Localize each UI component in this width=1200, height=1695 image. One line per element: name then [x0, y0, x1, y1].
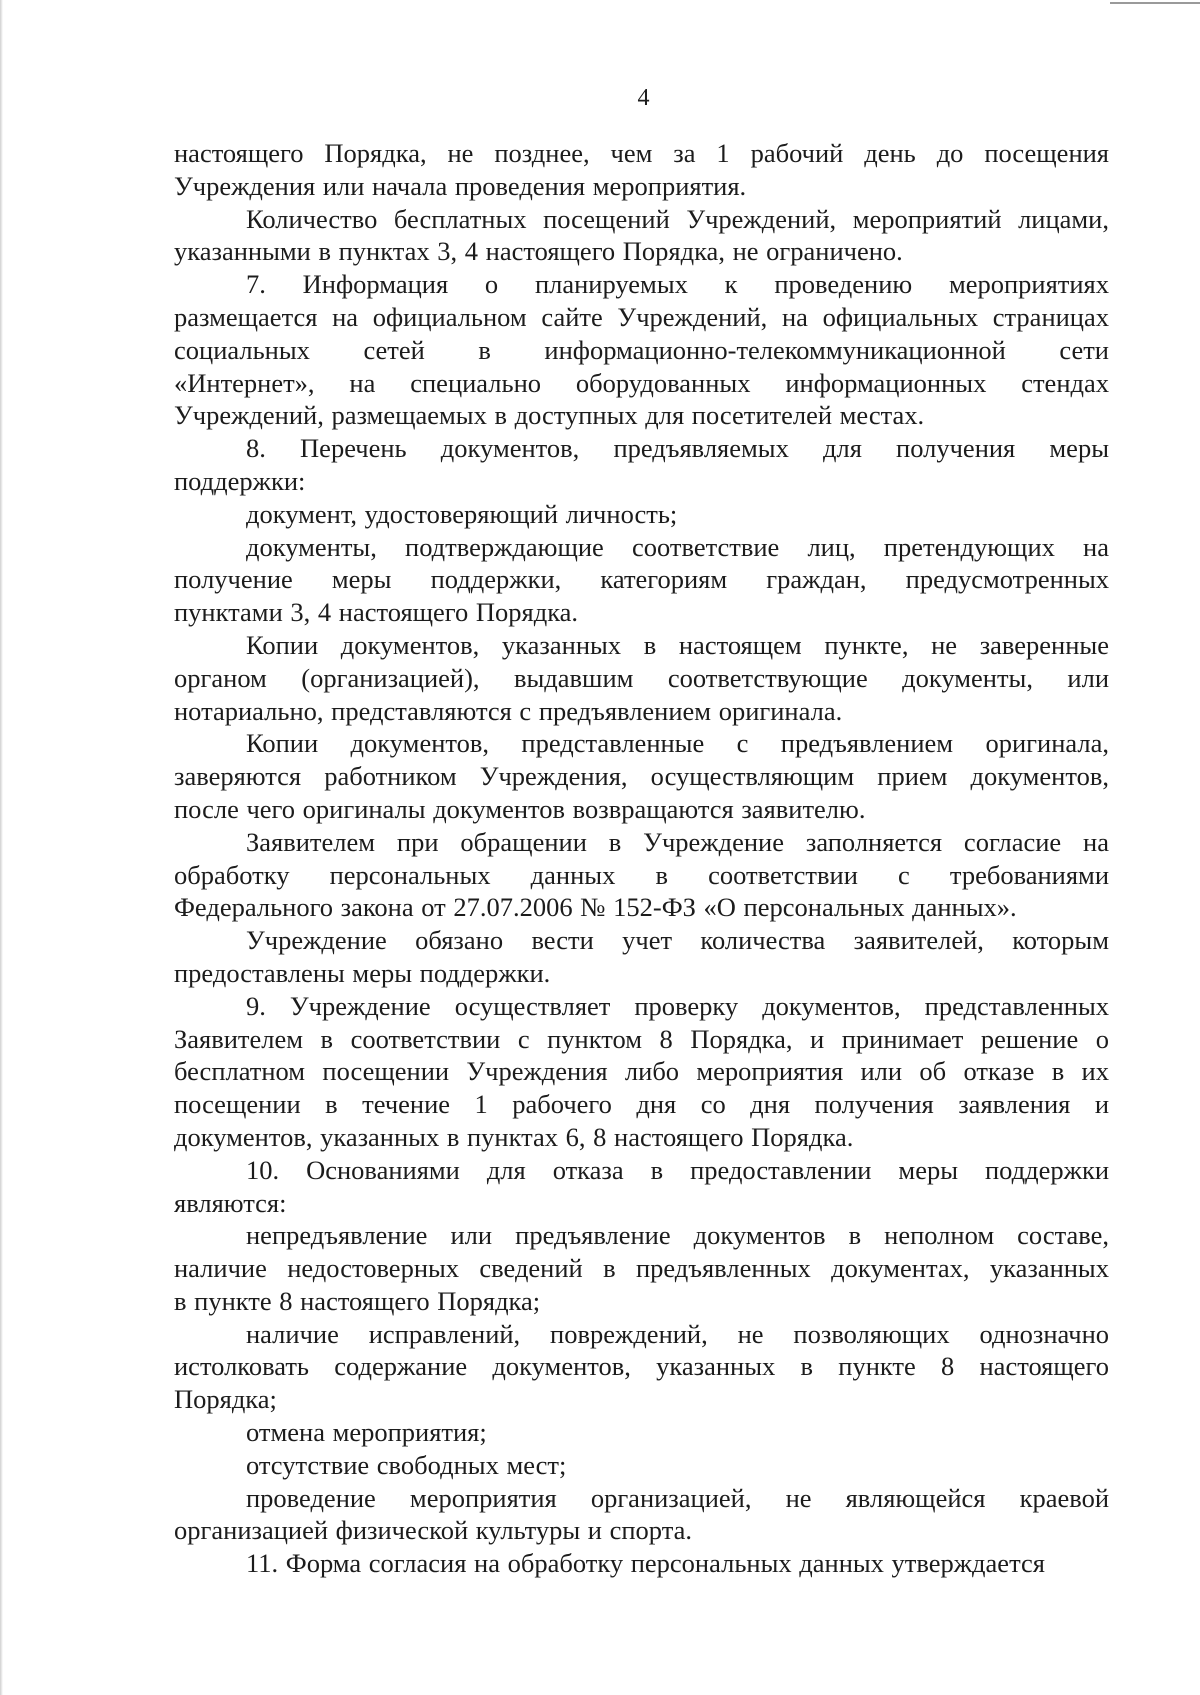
paragraph-p6	[174, 531, 1109, 629]
document-body	[174, 137, 1109, 1580]
paragraph-line: 8. Перечень документов, предъявляемых для получения меры	[246, 433, 1109, 464]
paragraph-line: наличие недостоверных сведений в предъявленных документах, указанных	[174, 1253, 1109, 1284]
paragraph-line: «Интернет», на специально оборудованных информационных стендах	[174, 367, 1109, 398]
paragraph-line: непредъявление или предъявление документов в неполном составе,	[246, 1220, 1109, 1251]
paragraph-p8	[174, 727, 1109, 825]
paragraph-p4	[174, 432, 1109, 498]
paragraph-line: предоставлены меры поддержки.	[174, 957, 551, 988]
paragraph-line: отмена мероприятия;	[246, 1417, 487, 1448]
paragraph-line: поддержки:	[174, 465, 306, 496]
paragraph-p7	[174, 629, 1109, 727]
paragraph-line: социальных сетей в информационно-телекоммуникационной сети	[174, 334, 1109, 365]
paragraph-p1	[174, 137, 1109, 203]
paragraph-p17	[174, 1482, 1109, 1548]
paragraph-line: обработку персональных данных в соответствии с требованиями	[174, 859, 1109, 890]
paragraph-line: пунктами 3, 4 настоящего Порядка.	[174, 597, 579, 628]
paragraph-p10	[174, 924, 1109, 990]
paragraph-line: органом (организацией), выдавшим соответствующие документы, или	[174, 662, 1109, 693]
paragraph-p16	[174, 1449, 1109, 1482]
paragraph-line: нотариально, представляются с предъявлением оригинала.	[174, 695, 843, 726]
paragraph-line: Заявителем при обращении в Учреждение заполняется согласие на	[246, 826, 1109, 857]
paragraph-line: 10. Основаниями для отказа в предоставлении меры поддержки	[246, 1154, 1109, 1185]
paragraph-line: организацией физической культуры и спорта.	[174, 1515, 692, 1546]
paragraph-line: проведение мероприятия организацией, не являющейся краевой	[246, 1482, 1109, 1513]
paragraph-line: Копии документов, представленные с предъявлением оригинала,	[246, 728, 1109, 759]
paragraph-line: Федерального закона от 27.07.2006 № 152-ФЗ «О персональных данных».	[174, 892, 1017, 923]
paragraph-line: истолковать содержание документов, указанных в пункте 8 настоящего	[174, 1351, 1109, 1382]
paragraph-line: наличие исправлений, повреждений, не позволяющих однозначно	[246, 1318, 1109, 1349]
scan-left-edge	[0, 0, 3, 1695]
paragraph-p3	[174, 268, 1109, 432]
paragraph-line: являются:	[174, 1187, 287, 1218]
page-number: 4	[637, 85, 650, 111]
paragraph-p5	[174, 498, 1109, 531]
paragraph-p18	[174, 1547, 1109, 1580]
paragraph-p14	[174, 1318, 1109, 1416]
paragraph-line: 9. Учреждение осуществляет проверку документов, представленных	[246, 990, 1109, 1021]
paragraph-line: отсутствие свободных мест;	[246, 1449, 567, 1480]
paragraph-line: документ, удостоверяющий личность;	[246, 498, 678, 529]
paragraph-line: документов, указанных в пунктах 6, 8 настоящего Порядка.	[174, 1121, 854, 1152]
scan-top-mark	[1110, 2, 1200, 4]
paragraph-line: Порядка;	[174, 1384, 277, 1415]
paragraph-line: Заявителем в соответствии с пунктом 8 Порядка, и принимает решение о	[174, 1023, 1109, 1054]
paragraph-p9	[174, 826, 1109, 924]
paragraph-line: Учреждений, размещаемых в доступных для посетителей местах.	[174, 400, 925, 431]
paragraph-line: бесплатном посещении Учреждения либо мероприятия или об отказе в их	[174, 1056, 1109, 1087]
paragraph-line: 11. Форма согласия на обработку персональных данных утверждается	[246, 1548, 1045, 1579]
paragraph-line: указанными в пунктах 3, 4 настоящего Порядка, не ограничено.	[174, 236, 903, 267]
paragraph-line: посещении в течение 1 рабочего дня со дня получения заявления и	[174, 1089, 1109, 1120]
paragraph-line: настоящего Порядка, не позднее, чем за 1 рабочий день до посещения	[174, 138, 1109, 168]
paragraph-p11	[174, 990, 1109, 1154]
paragraph-p13	[174, 1219, 1109, 1317]
paragraph-line: документы, подтверждающие соответствие лиц, претендующих на	[246, 531, 1109, 562]
paragraph-p2	[174, 203, 1109, 269]
paragraph-p15	[174, 1416, 1109, 1449]
paragraph-line: 7. Информация о планируемых к проведению мероприятиях	[246, 269, 1109, 300]
paragraph-line: Количество бесплатных посещений Учреждений, мероприятий лицами,	[246, 203, 1109, 234]
paragraph-p12	[174, 1154, 1109, 1220]
paragraph-line: в пункте 8 настоящего Порядка;	[174, 1285, 541, 1316]
paragraph-line: Копии документов, указанных в настоящем пункте, не заверенные	[246, 629, 1109, 660]
paragraph-line: Учреждения или начала проведения мероприятия.	[174, 170, 747, 201]
paragraph-line: размещается на официальном сайте Учреждений, на официальных страницах	[174, 301, 1109, 332]
paragraph-line: заверяются работником Учреждения, осуществляющим прием документов,	[174, 761, 1109, 792]
paragraph-line: Учреждение обязано вести учет количества заявителей, которым	[246, 925, 1109, 956]
paragraph-line: после чего оригиналы документов возвращаются заявителю.	[174, 793, 866, 824]
paragraph-line: получение меры поддержки, категориям граждан, предусмотренных	[174, 564, 1109, 595]
